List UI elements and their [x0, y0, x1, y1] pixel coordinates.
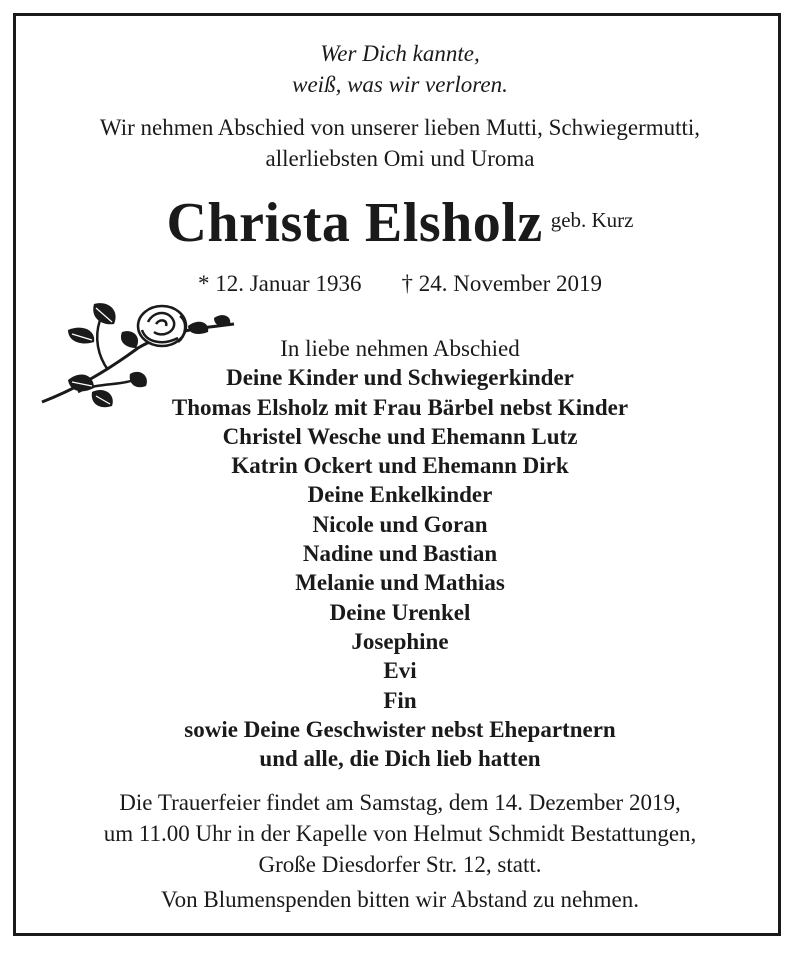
intro-line-1: Wir nehmen Abschied von unserer lieben Mutti, Schwiegermutti, [99, 115, 701, 140]
family-line: Nadine und Bastian [302, 541, 498, 567]
family-line: und alle, die Dich lieb hatten [259, 746, 541, 772]
family-line: Deine Enkelkinder [307, 482, 493, 508]
family-lead: In liebe nehmen Abschied [280, 336, 520, 361]
family-line: Katrin Ockert und Ehemann Dirk [231, 453, 569, 479]
family-line: Christel Wesche und Ehemann Lutz [222, 423, 578, 449]
flowers-note: Von Blumenspenden bitten wir Abstand zu nehmen. [160, 887, 640, 912]
service-line-1: Die Trauerfeier findet am Samstag, dem 14. Dezember 2019, [119, 790, 681, 815]
death-date: † 24. November 2019 [401, 271, 603, 296]
family-line: Fin [383, 687, 417, 713]
family-line: Deine Urenkel [329, 599, 471, 625]
quote-line-2: weiß, was wir verloren. [292, 72, 508, 97]
family-line: Deine Kinder und Schwiegerkinder [226, 365, 574, 391]
family-line: Thomas Elsholz mit Frau Bärbel nebst Kinder [171, 394, 629, 420]
service-line-2: um 11.00 Uhr in der Kapelle von Helmut Schmidt Bestattungen, [103, 821, 697, 846]
family-line: Evi [383, 658, 417, 684]
family-line: Nicole und Goran [312, 511, 488, 537]
service-line-3: Große Diesdorfer Str. 12, statt. [258, 852, 542, 877]
intro-text [0, 112, 800, 174]
deceased-heading [0, 190, 800, 267]
memorial-quote [0, 38, 800, 100]
birth-date: * 12. Januar 1936 [197, 271, 362, 296]
deceased-name: Christa Elsholz [166, 192, 543, 254]
funeral-service-info [0, 787, 800, 880]
maiden-name: geb. Kurz [550, 208, 634, 232]
family-line: Josephine [351, 628, 449, 654]
life-dates [0, 268, 800, 299]
family-line: Melanie und Mathias [295, 570, 505, 596]
family-line: sowie Deine Geschwister nebst Ehepartnern [184, 716, 616, 742]
family-list [0, 334, 800, 773]
intro-line-2: allerliebsten Omi und Uroma [265, 146, 535, 171]
quote-line-1: Wer Dich kannte, [320, 41, 480, 66]
